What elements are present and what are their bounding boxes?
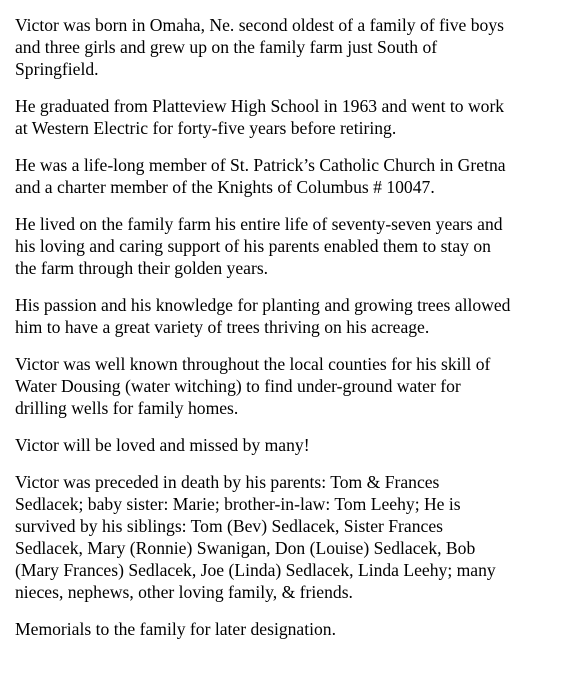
text-line: Sedlacek; baby sister: Marie; brother-in-law: Tom Leehy; He is: [15, 494, 461, 514]
text-line: Water Dousing (water witching) to find under-ground water for: [15, 376, 461, 396]
text-line: at Western Electric for forty-five years before retiring.: [15, 118, 397, 138]
text-line: his loving and caring support of his parents enabled them to stay on: [15, 236, 491, 256]
paragraph-memorials: [15, 618, 560, 640]
text-line: Memorials to the family for later designation.: [15, 619, 337, 639]
paragraph-trees: [15, 294, 560, 338]
paragraph-church: [15, 154, 560, 198]
text-line: survived by his siblings: Tom (Bev) Sedlacek, Sister Frances: [15, 516, 443, 536]
paragraph-education-career: [15, 95, 560, 139]
text-line: the farm through their golden years.: [15, 258, 269, 278]
text-line: He was a life-long member of St. Patrick’s Catholic Church in Gretna: [15, 155, 506, 175]
text-line: and three girls and grew up on the family farm just South of: [15, 37, 438, 57]
text-line: He lived on the family farm his entire life of seventy-seven years and: [15, 214, 503, 234]
paragraph-birth: [15, 14, 560, 80]
text-line: Victor was preceded in death by his parents: Tom & Frances: [15, 472, 440, 492]
text-line: Victor will be loved and missed by many!: [15, 435, 310, 455]
paragraph-water-dousing: [15, 353, 560, 419]
paragraph-survivors: [15, 471, 560, 603]
text-line: drilling wells for family homes.: [15, 398, 239, 418]
text-line: Victor was well known throughout the local counties for his skill of: [15, 354, 491, 374]
text-line: His passion and his knowledge for planting and growing trees allowed: [15, 295, 511, 315]
text-line: Sedlacek, Mary (Ronnie) Swanigan, Don (Louise) Sedlacek, Bob: [15, 538, 476, 558]
text-line: nieces, nephews, other loving family, & friends.: [15, 582, 353, 602]
paragraph-family-farm: [15, 213, 560, 279]
text-line: and a charter member of the Knights of Columbus # 10047.: [15, 177, 435, 197]
text-line: Springfield.: [15, 59, 99, 79]
text-line: He graduated from Platteview High School in 1963 and went to work: [15, 96, 505, 116]
paragraph-loved-missed: [15, 434, 560, 456]
obituary-document: [15, 14, 560, 640]
text-line: (Mary Frances) Sedlacek, Joe (Linda) Sedlacek, Linda Leehy; many: [15, 560, 496, 580]
text-line: him to have a great variety of trees thriving on his acreage.: [15, 317, 430, 337]
text-line: Victor was born in Omaha, Ne. second oldest of a family of five boys: [15, 15, 504, 35]
